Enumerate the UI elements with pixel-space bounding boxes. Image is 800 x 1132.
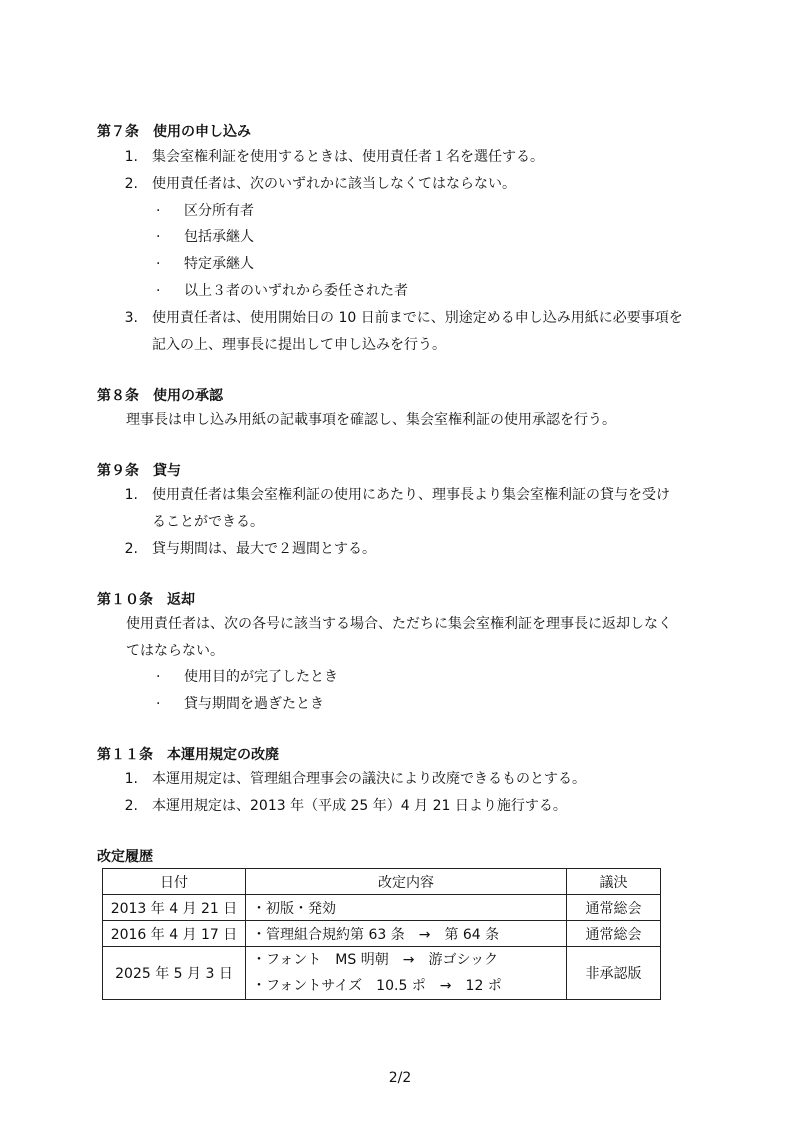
- article-11-heading: 第１１条 本運用規定の改廃: [97, 747, 279, 763]
- article-9-heading: 第９条 貸与: [97, 463, 181, 479]
- article-11-item-1: 本運用規定は、管理組合理事会の議決により改廃できるものとする。: [152, 771, 586, 787]
- item-number: 1.: [124, 149, 138, 165]
- item-number: 2.: [124, 798, 138, 814]
- column-header-contents: 改定内容: [246, 869, 567, 895]
- article-9-item-1-line-2: ることができる。: [152, 514, 264, 530]
- article-10-bullet: 使用目的が完了したとき: [184, 669, 338, 685]
- item-number: 1.: [124, 771, 138, 787]
- revision-date: 2013 年 4 月 21 日: [103, 895, 246, 921]
- article-11-item-2: 本運用規定は、2013 年（平成 25 年）4 月 21 日より施行する。: [152, 798, 567, 814]
- article-7-item-3-line-1: 使用責任者は、使用開始日の 10 日前までに、別途定める申し込み用紙に必要事項を: [152, 310, 683, 326]
- revision-history-table: [102, 868, 661, 1000]
- article-9-item-1-line-1: 使用責任者は集会室権利証の使用にあたり、理事長より集会室権利証の貸与を受け: [152, 487, 670, 503]
- article-7-bullet: 特定承継人: [184, 256, 254, 272]
- column-header-date: 日付: [103, 869, 246, 895]
- revision-date: 2025 年 5 月 3 日: [103, 947, 246, 1000]
- table-header-row: [103, 869, 661, 895]
- article-10-line-1: 使用責任者は、次の各号に該当する場合、ただちに集会室権利証を理事長に返却しなく: [126, 616, 672, 632]
- article-10-heading: 第１０条 返却: [97, 592, 195, 608]
- table-row: [103, 895, 661, 921]
- article-8-text: 理事長は申し込み用紙の記載事項を確認し、集会室権利証の使用承認を行う。: [126, 412, 616, 428]
- item-number: 3.: [124, 310, 138, 326]
- revision-date: 2016 年 4 月 17 日: [103, 921, 246, 947]
- revision-history-title: 改定履歴: [97, 849, 153, 865]
- article-8-heading: 第８条 使用の承認: [97, 388, 223, 404]
- bullet-dot: ·: [156, 669, 161, 685]
- revision-contents-line: ・フォント MS 明朝 → 游ゴシック: [252, 952, 499, 968]
- revision-contents-line: ・フォントサイズ 10.5 ポ → 12 ポ: [252, 978, 502, 994]
- revision-decision: 通常総会: [567, 895, 661, 921]
- article-7-bullet: 区分所有者: [184, 203, 254, 219]
- article-7-item-2: 使用責任者は、次のいずれかに該当しなくてはならない。: [152, 176, 516, 192]
- revision-contents: [246, 947, 567, 1000]
- revision-contents: ・初版・発効: [246, 895, 567, 921]
- article-7-bullet: 以上３者のいずれから委任された者: [184, 283, 408, 299]
- revision-decision: 通常総会: [567, 921, 661, 947]
- table-row: [103, 947, 661, 1000]
- table-row: [103, 921, 661, 947]
- article-7-bullet: 包括承継人: [184, 229, 254, 245]
- bullet-dot: ·: [156, 229, 161, 245]
- item-number: 1.: [124, 487, 138, 503]
- page-number: 2/2: [388, 1070, 412, 1086]
- article-7-item-3-line-2: 記入の上、理事長に提出して申し込みを行う。: [152, 337, 446, 353]
- item-number: 2.: [124, 176, 138, 192]
- revision-contents: ・管理組合規約第 63 条 → 第 64 条: [246, 921, 567, 947]
- bullet-dot: ·: [156, 696, 161, 712]
- item-number: 2.: [124, 541, 138, 557]
- article-9-item-2: 貸与期間は、最大で２週間とする。: [152, 541, 376, 557]
- bullet-dot: ·: [156, 203, 161, 219]
- article-7-item-1: 集会室権利証を使用するときは、使用責任者１名を選任する。: [152, 149, 544, 165]
- article-10-bullet: 貸与期間を過ぎたとき: [184, 696, 324, 712]
- bullet-dot: ·: [156, 256, 161, 272]
- article-10-line-2: てはならない。: [126, 643, 224, 659]
- revision-decision: 非承認版: [567, 947, 661, 1000]
- column-header-decision: 議決: [567, 869, 661, 895]
- bullet-dot: ·: [156, 283, 161, 299]
- article-7-heading: 第７条 使用の申し込み: [97, 124, 251, 140]
